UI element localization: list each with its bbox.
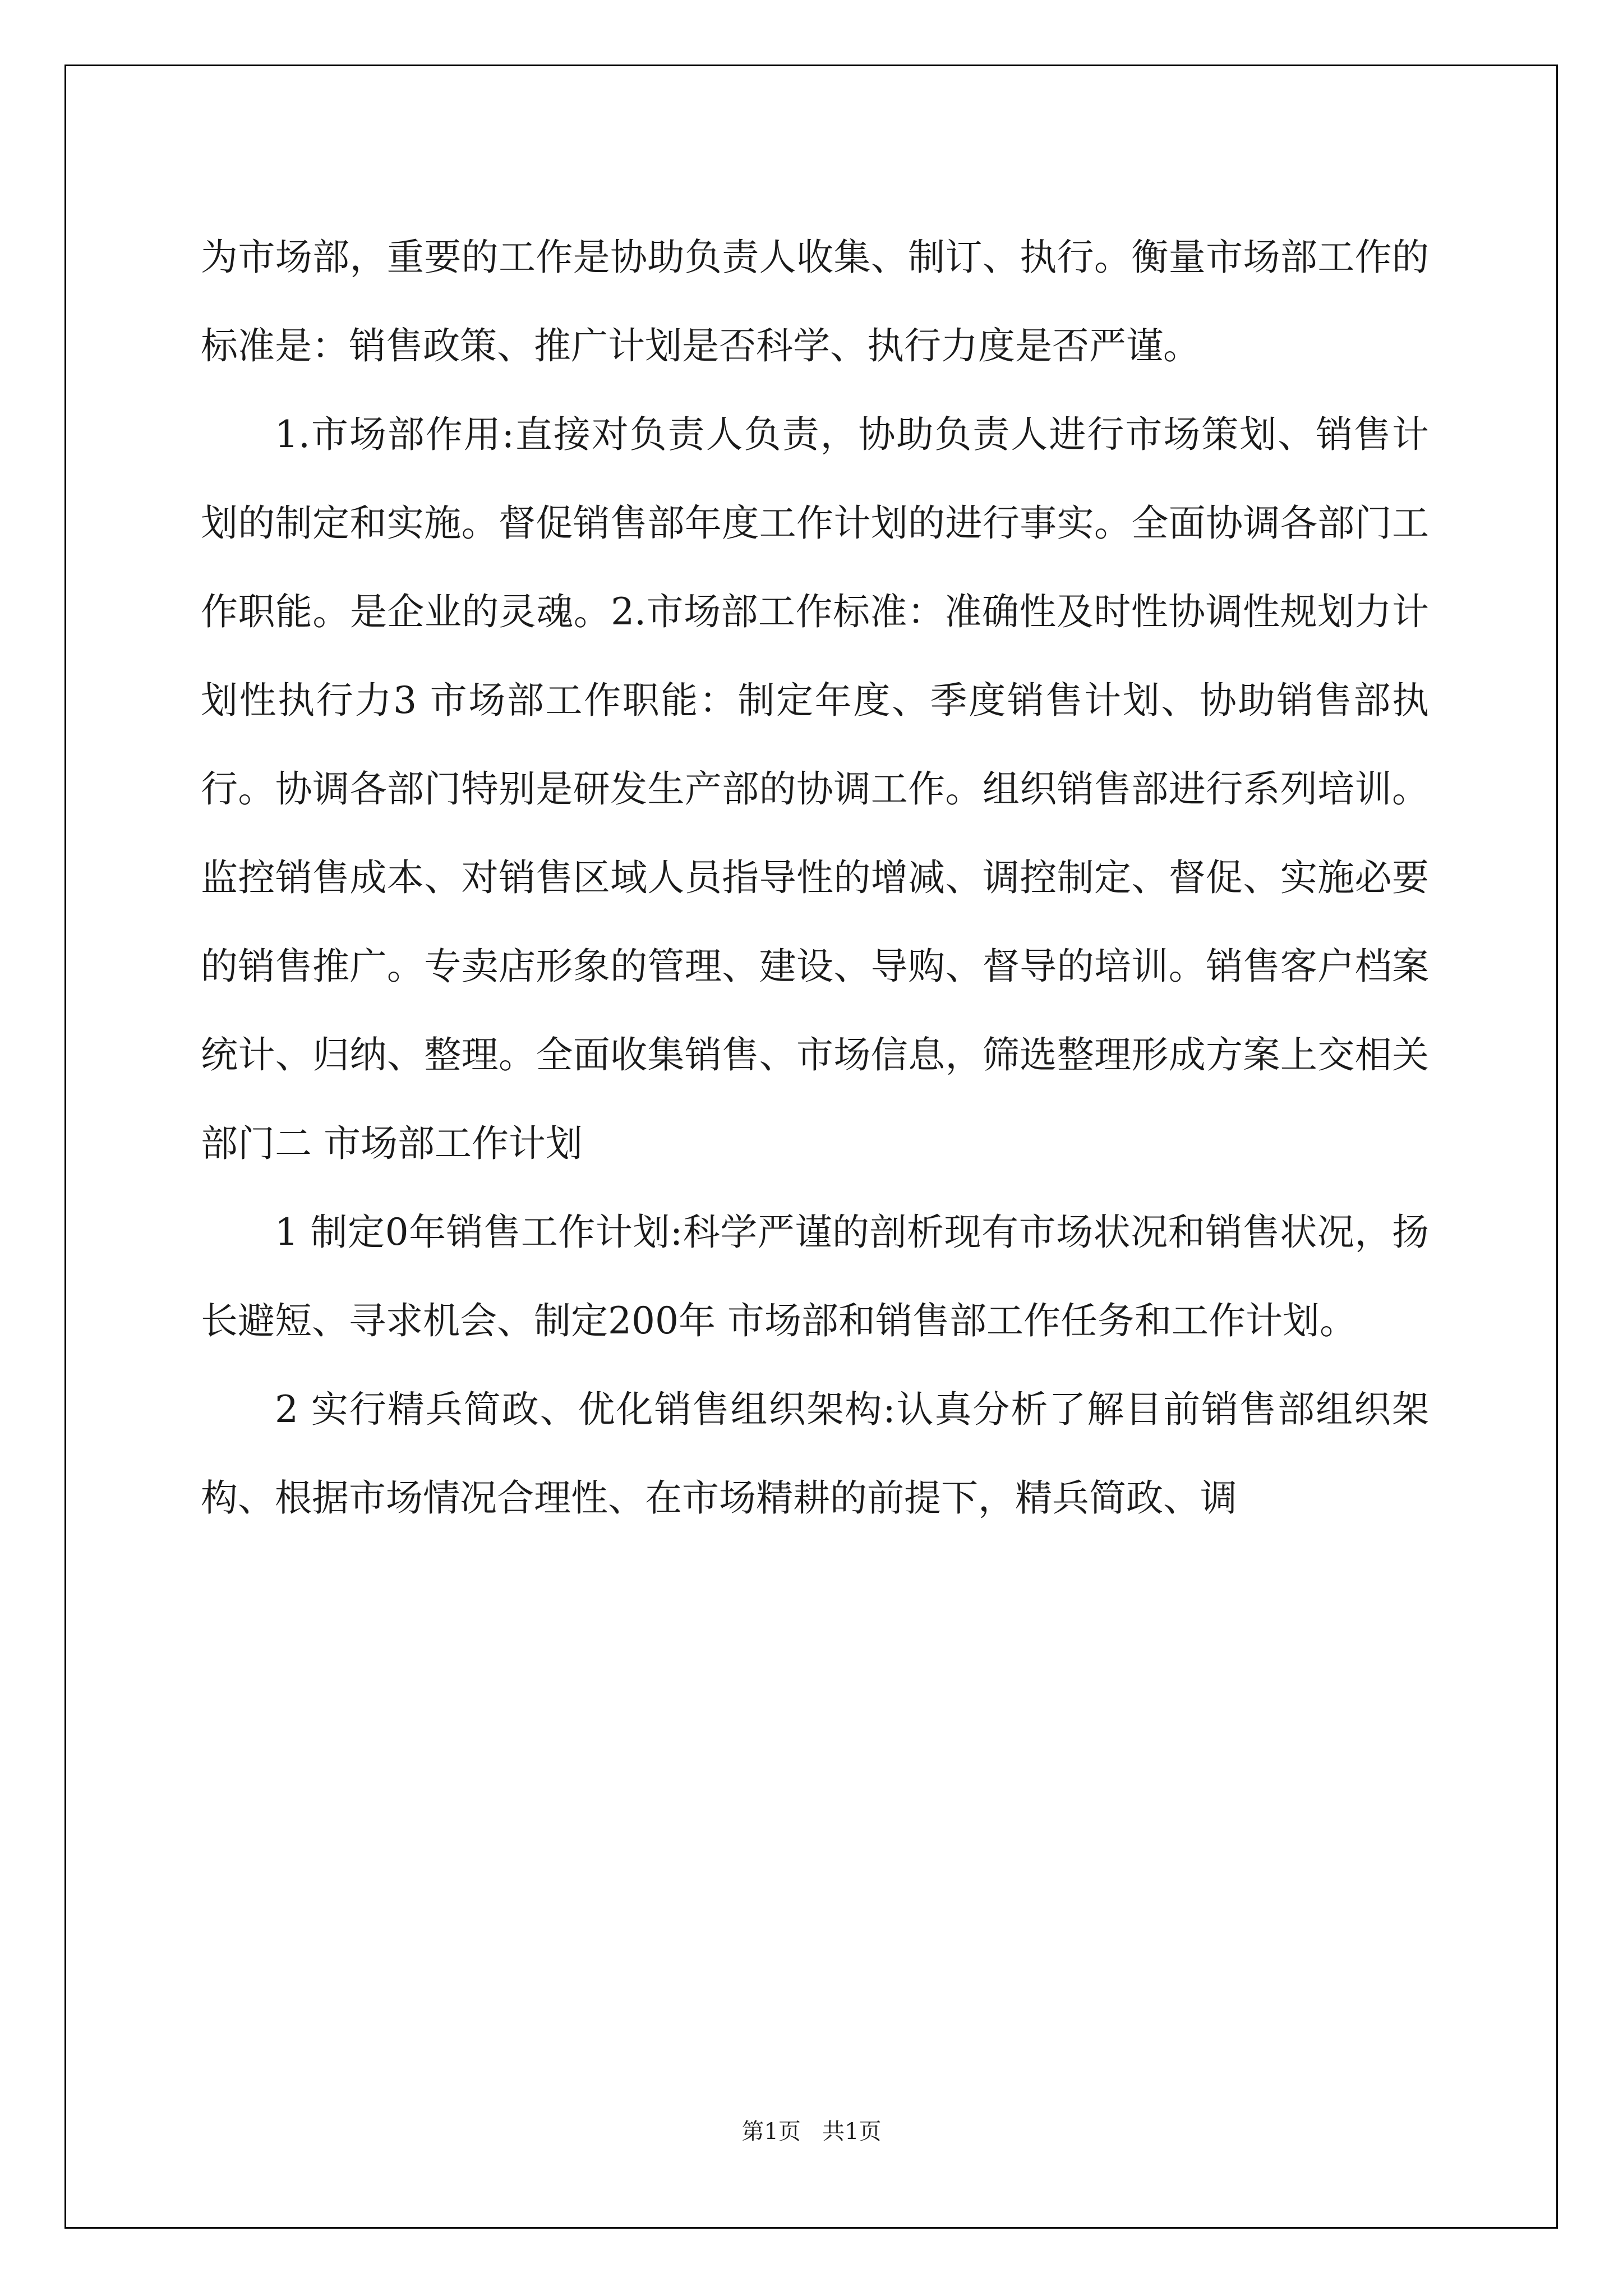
paragraph-1: 为市场部，重要的工作是协助负责人收集、制订、执行。衡量市场部工作的标准是：销售政策、推广计划是否科学、执行力度是否严谨。 — [201, 236, 1429, 367]
page-footer — [0, 2118, 1623, 2146]
paragraph-3: 1 制定0年销售工作计划:科学严谨的剖析现有市场状况和销售状况，扬长避短、寻求机会、制定200年 市场部和销售部工作任务和工作计划。 — [201, 1211, 1429, 1342]
document-body — [201, 213, 1429, 1543]
page-total-label: 共1页 — [822, 2119, 882, 2145]
page-number-label: 第1页 — [741, 2119, 801, 2145]
paragraph-4: 2 实行精兵简政、优化销售组织架构:认真分析了解目前销售部组织架构、根据市场情况合理性、在市场精耕的前提下，精兵简政、调 — [201, 1388, 1429, 1520]
paragraph-2: 1.市场部作用:直接对负责人负责，协助负责人进行市场策划、销售计划的制定和实施。督促销售部年度工作计划的进行事实。全面协调各部门工作职能。是企业的灵魂。2.市场部工作标准：准确性及时性协调性规划力计划性执行力3 市场部工作职能：制定年度、季度销售计划、协助销售部执行。协调各部门特别是研发生产部的协调工作。组织销售部进行系列培训。监控销售成本、对销售区域人员指导性的增减、调控制定、督促、实施必要的销售推广。专卖店形象的管理、建设、导购、督导的培训。销售客户档案统计、归纳、整理。全面收集销售、市场信息，筛选整理形成方案上交相关部门二 市场部工作计划 — [201, 413, 1429, 1165]
